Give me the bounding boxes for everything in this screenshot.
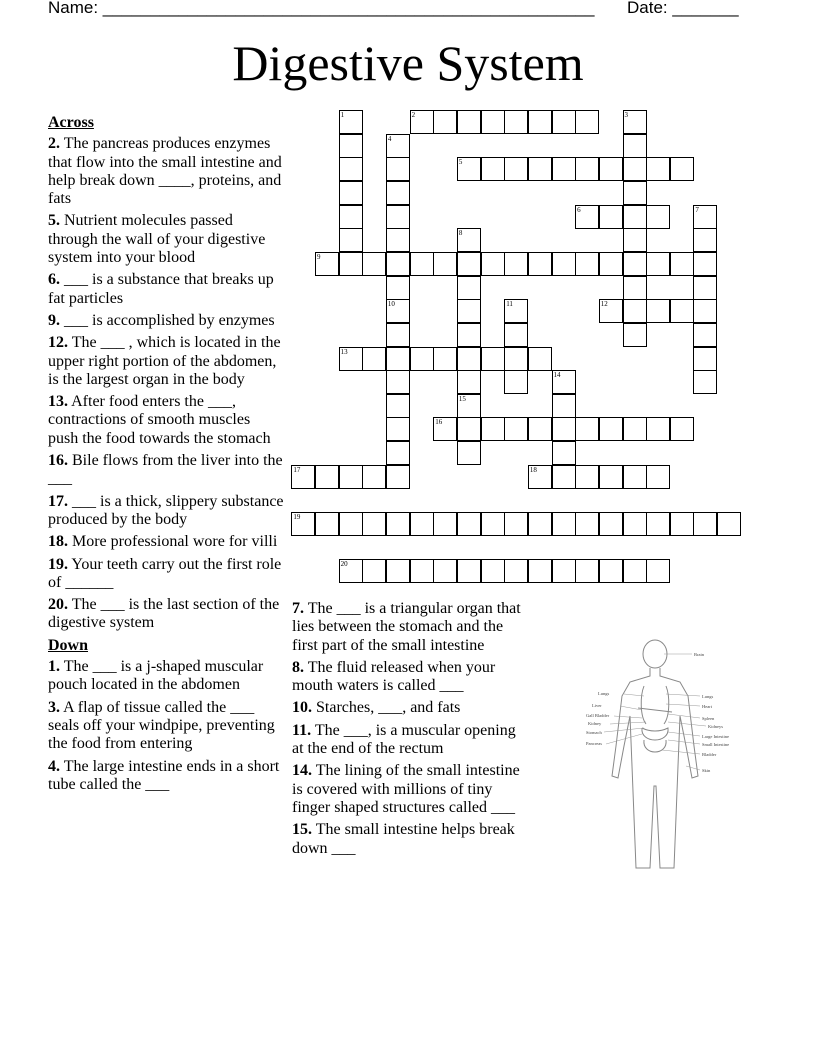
grid-cell[interactable] [410,110,434,134]
grid-cell[interactable] [433,110,457,134]
grid-cell[interactable] [623,276,647,300]
clues-column-right [292,600,528,862]
grid-cell[interactable] [575,157,599,181]
clue-text: The ___ , which is located in the upper right portion of the abdomen, is the largest organ in the body [48,334,281,388]
grid-cell[interactable] [623,465,647,489]
grid-cell[interactable] [339,252,363,276]
grid-cell[interactable] [646,512,670,536]
grid-cell[interactable] [457,276,481,300]
grid-cell[interactable] [552,465,576,489]
grid-cell[interactable] [339,157,363,181]
grid-cell[interactable] [552,441,576,465]
grid-cell[interactable] [504,157,528,181]
figure-label-left: Stomach [586,730,602,735]
grid-cell[interactable] [386,417,410,441]
grid-cell[interactable] [339,228,363,252]
grid-cell[interactable] [552,252,576,276]
grid-cell[interactable] [386,394,410,418]
figure-label-right: Small Intestine [702,742,730,747]
across-clue [48,493,284,530]
grid-cell[interactable] [386,512,410,536]
clue-number: 13. [48,393,68,411]
grid-cell[interactable] [386,276,410,300]
grid-cell[interactable] [693,323,717,347]
grid-cell[interactable] [386,323,410,347]
grid-cell[interactable] [575,252,599,276]
grid-cell[interactable] [457,441,481,465]
grid-cell[interactable] [504,417,528,441]
clue-text: ___ is a substance that breaks up fat particles [48,271,274,307]
grid-cell[interactable] [481,347,505,371]
grid-clue-number: 11 [506,300,513,309]
clue-text: The ___ is a triangular organ that lies between the stomach and the first part of the small intestine [292,600,521,654]
grid-cell[interactable] [339,110,363,134]
grid-cell[interactable] [362,465,386,489]
grid-cell[interactable] [481,417,505,441]
clue-text: The ___ is a j-shaped muscular pouch located in the abdomen [48,658,264,694]
across-clue-list [48,135,284,632]
human-digestive-figure [580,636,730,876]
figure-label-left: Gall Bladder [586,713,610,718]
down-clue-list-part2 [292,600,528,858]
clue-text: The ___, is a muscular opening at the end of the rectum [292,721,516,758]
grid-cell[interactable] [670,299,694,323]
grid-cell[interactable] [693,512,717,536]
across-clue [48,452,284,489]
figure-label-left: Pancreas [586,741,602,746]
grid-clue-number: 7 [695,205,699,214]
grid-cell[interactable] [575,559,599,583]
grid-cell[interactable] [552,110,576,134]
grid-cell[interactable] [457,252,481,276]
date-field-label: Date: _______ [627,0,739,17]
grid-cell[interactable] [623,252,647,276]
figure-label-left: Lungs [598,691,610,696]
grid-cell[interactable] [433,512,457,536]
clue-number: 6. [48,271,60,289]
grid-cell[interactable] [646,252,670,276]
grid-cell[interactable] [623,205,647,229]
grid-cell[interactable] [646,205,670,229]
across-clue [48,212,284,267]
grid-cell[interactable] [433,559,457,583]
down-clue [292,762,528,817]
grid-clue-number: 19 [293,513,301,521]
down-clue [292,600,528,655]
grid-cell[interactable] [693,370,717,394]
grid-cell[interactable] [362,559,386,583]
grid-cell[interactable] [481,252,505,276]
grid-clue-number: 13 [340,347,348,356]
grid-cell[interactable] [528,157,552,181]
grid-clue-number: 20 [340,560,348,569]
clue-number: 10. [292,699,312,717]
grid-cell[interactable] [552,559,576,583]
grid-cell[interactable] [504,559,528,583]
across-clue [48,533,284,551]
clue-number: 4. [48,757,60,775]
grid-cell[interactable] [481,110,505,134]
grid-cell[interactable] [504,512,528,536]
grid-cell[interactable] [528,252,552,276]
grid-cell[interactable] [599,559,623,583]
clue-text: Starches, ___, and fats [316,699,461,717]
grid-cell[interactable] [315,465,339,489]
grid-cell[interactable] [386,181,410,205]
grid-clue-number: 15 [458,394,466,403]
grid-cell[interactable] [457,417,481,441]
down-clue-list-part1 [48,658,284,794]
across-clue [48,556,284,593]
grid-cell[interactable] [339,205,363,229]
across-clue [48,334,284,389]
grid-cell[interactable] [623,157,647,181]
name-field-label: Name: ____________________________________________________ [48,0,595,17]
grid-cell[interactable] [291,512,315,536]
grid-cell[interactable] [528,512,552,536]
grid-cell[interactable] [410,347,434,371]
grid-cell[interactable] [552,417,576,441]
grid-cell[interactable] [339,465,363,489]
clue-text: ___ is accomplished by enzymes [64,311,275,329]
clue-number: 20. [48,596,68,614]
grid-cell[interactable] [623,417,647,441]
across-heading: Across [48,114,94,131]
grid-cell[interactable] [291,465,315,489]
across-clue [48,312,284,330]
grid-cell[interactable] [646,417,670,441]
grid-cell[interactable] [457,228,481,252]
grid-cell[interactable] [575,205,599,229]
down-clue [48,699,284,754]
grid-cell[interactable] [599,512,623,536]
grid-cell[interactable] [386,370,410,394]
figure-label-right: Spleen [702,716,715,721]
figure-label-right: Large Intestine [702,734,730,739]
grid-cell[interactable] [386,157,410,181]
page-title: Digestive System [232,35,584,91]
grid-cell[interactable] [646,559,670,583]
across-clue [48,271,284,308]
grid-cell[interactable] [552,512,576,536]
clue-number: 19. [48,555,68,573]
grid-cell[interactable] [457,394,481,418]
grid-cell[interactable] [575,465,599,489]
clue-text: ___ is a thick, slippery substance produced by the body [48,492,284,528]
down-clue [292,699,528,717]
clue-number: 16. [48,452,68,470]
grid-cell[interactable] [339,347,363,371]
figure-label-right: Kidneys [708,724,723,729]
grid-cell[interactable] [646,157,670,181]
clue-text: More professional wore for villi [72,533,278,551]
grid-cell[interactable] [599,299,623,323]
down-heading: Down [48,636,89,654]
grid-cell[interactable] [504,323,528,347]
clue-number: 5. [48,212,60,230]
grid-cell[interactable] [599,417,623,441]
grid-cell[interactable] [457,110,481,134]
grid-cell[interactable] [670,157,694,181]
grid-cell[interactable] [693,276,717,300]
grid-clue-number: 9 [317,252,321,261]
grid-cell[interactable] [693,205,717,229]
grid-cell[interactable] [623,323,647,347]
grid-cell[interactable] [504,347,528,371]
grid-cell[interactable] [528,347,552,371]
grid-cell[interactable] [339,559,363,583]
figure-label-right: Skin [702,768,711,773]
clue-number: 12. [48,334,68,352]
grid-cell[interactable] [693,228,717,252]
grid-cell[interactable] [481,512,505,536]
across-clue [48,135,284,208]
clue-text: Bile flows from the liver into the ___ [48,452,283,488]
grid-cell[interactable] [386,205,410,229]
grid-cell[interactable] [623,228,647,252]
clue-number: 7. [292,600,304,617]
grid-clue-number: 17 [293,465,301,474]
figure-label-left: Kidney [588,721,602,726]
grid-cell[interactable] [315,252,339,276]
grid-clue-number: 2 [411,111,416,119]
grid-cell[interactable] [362,512,386,536]
grid-clue-number: 4 [387,134,392,143]
grid-cell[interactable] [481,157,505,181]
down-clue [48,658,284,695]
grid-clue-number: 5 [458,158,463,167]
grid-cell[interactable] [623,181,647,205]
grid-cell[interactable] [717,512,741,536]
grid-cell[interactable] [504,252,528,276]
grid-cell[interactable] [386,228,410,252]
down-clue [292,659,528,696]
grid-cell[interactable] [504,110,528,134]
grid-cell[interactable] [362,252,386,276]
grid-cell[interactable] [457,559,481,583]
grid-cell[interactable] [646,465,670,489]
grid-cell[interactable] [528,110,552,134]
grid-clue-number: 3 [624,111,628,119]
figure-label-left: Liver [592,703,602,708]
clue-text: The ___ is the last section of the digestive system [48,596,280,632]
grid-cell[interactable] [457,370,481,394]
grid-cell[interactable] [457,347,481,371]
clue-number: 8. [292,658,304,676]
grid-clue-number: 18 [529,465,537,474]
grid-cell[interactable] [528,465,552,489]
grid-cell[interactable] [693,347,717,371]
grid-cell[interactable] [386,299,410,323]
clue-number: 17. [48,492,68,510]
clue-number: 1. [48,658,60,676]
grid-cell[interactable] [528,417,552,441]
clues-column-left [48,114,284,798]
grid-cell[interactable] [670,252,694,276]
grid-clue-number: 1 [340,111,345,119]
grid-cell[interactable] [623,512,647,536]
grid-cell[interactable] [504,299,528,323]
grid-cell[interactable] [386,465,410,489]
grid-cell[interactable] [575,110,599,134]
grid-cell[interactable] [433,417,457,441]
grid-cell[interactable] [457,299,481,323]
clue-text: Your teeth carry out the first role of ______ [48,555,282,591]
grid-cell[interactable] [410,252,434,276]
grid-clue-number: 16 [435,418,443,427]
figure-label-right: Lungs [702,694,714,699]
grid-cell[interactable] [575,512,599,536]
grid-cell[interactable] [386,559,410,583]
grid-cell[interactable] [386,441,410,465]
grid-cell[interactable] [623,110,647,134]
grid-cell[interactable] [410,559,434,583]
grid-cell[interactable] [552,394,576,418]
grid-cell[interactable] [599,205,623,229]
grid-cell[interactable] [528,559,552,583]
grid-cell[interactable] [339,181,363,205]
down-clue [292,722,528,759]
grid-cell[interactable] [552,370,576,394]
figure-label-right: Heart [702,704,712,709]
grid-cell[interactable] [552,157,576,181]
grid-cell[interactable] [504,370,528,394]
grid-cell[interactable] [623,559,647,583]
clue-number: 14. [292,762,312,780]
grid-cell[interactable] [693,252,717,276]
grid-cell[interactable] [670,417,694,441]
grid-cell[interactable] [646,299,670,323]
across-clue [48,393,284,448]
grid-cell[interactable] [457,512,481,536]
grid-clue-number: 12 [600,300,608,309]
down-clue [48,758,284,795]
grid-cell[interactable] [386,347,410,371]
across-clue [48,596,284,633]
grid-cell[interactable] [670,512,694,536]
clue-text: The lining of the small intestine is covered with millions of tiny finger shaped structures called ___ [292,762,520,816]
grid-cell[interactable] [433,252,457,276]
clue-number: 3. [48,698,60,716]
clue-text: The large intestine ends in a short tube called the ___ [48,757,280,793]
grid-cell[interactable] [362,347,386,371]
grid-cell[interactable] [339,512,363,536]
grid-clue-number: 10 [387,300,395,309]
grid-cell[interactable] [386,134,410,158]
clue-text: The fluid released when your mouth waters is called ___ [292,658,496,695]
clue-number: 11. [292,721,312,739]
grid-cell[interactable] [339,134,363,158]
grid-cell[interactable] [599,252,623,276]
grid-clue-number: 14 [553,371,561,380]
grid-cell[interactable] [693,299,717,323]
grid-cell[interactable] [599,465,623,489]
clue-number: 9. [48,311,60,329]
clue-number: 18. [48,533,68,551]
grid-cell[interactable] [386,252,410,276]
grid-cell[interactable] [457,323,481,347]
grid-cell[interactable] [623,134,647,158]
grid-cell[interactable] [481,559,505,583]
figure-label-right: Bladder [702,752,717,757]
grid-cell[interactable] [623,299,647,323]
grid-clue-number: 8 [458,229,463,238]
clue-text: Nutrient molecules passed through the wall of your digestive system into your blood [48,212,266,267]
clue-text: A flap of tissue called the ___ seals off your windpipe, preventing the food from entering [48,698,275,753]
clue-text: The pancreas produces enzymes that flow into the small intestine and help break down ____, proteins, and fats [48,135,282,208]
clue-number: 2. [48,135,60,153]
figure-label-right: Brain [694,652,704,657]
grid-clue-number: 6 [577,205,581,214]
grid-cell[interactable] [599,157,623,181]
grid-cell[interactable] [575,417,599,441]
grid-cell[interactable] [433,347,457,371]
grid-cell[interactable] [315,512,339,536]
grid-cell[interactable] [457,157,481,181]
clue-text: After food enters the ___, contractions of smooth muscles push the food towards the stomach [48,393,271,447]
down-clue [292,821,528,858]
grid-cell[interactable] [410,512,434,536]
clue-text: The small intestine helps break down ___ [292,821,515,857]
clue-number: 15. [292,821,312,839]
